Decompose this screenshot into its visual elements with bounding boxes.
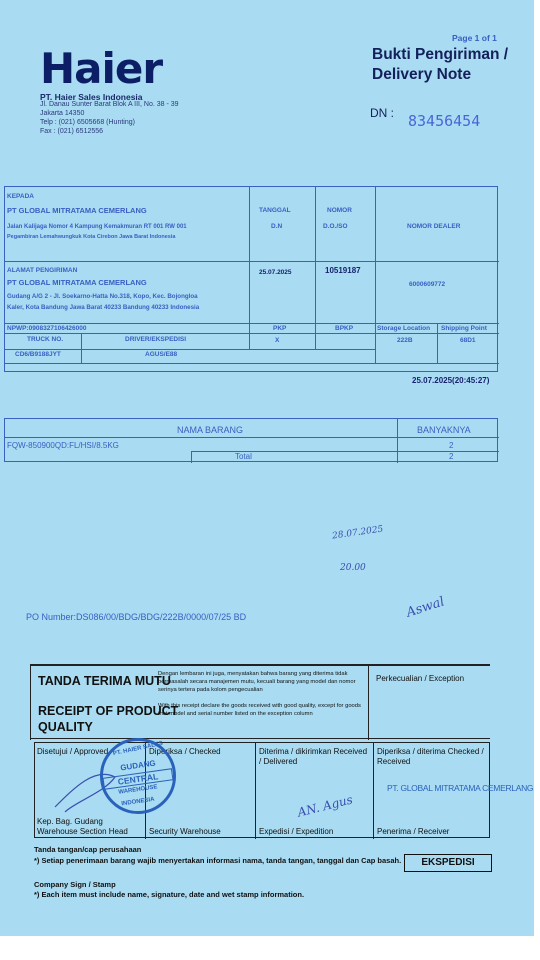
storage-value: 222B — [397, 337, 413, 344]
truck-value: CD6/B9188JYT — [15, 351, 61, 358]
footer-sign-en: Company Sign / Stamp — [34, 880, 116, 889]
kepada-name: PT GLOBAL MITRATAMA CEMERLANG — [7, 206, 147, 215]
doc-title-id: Bukti Pengiriman / — [372, 46, 509, 63]
bpkp-label: BPKP — [335, 325, 354, 332]
tanggal-sub: D.N — [271, 223, 283, 230]
driver-value: AGUS/E88 — [145, 351, 178, 358]
pkp-label: PKP — [273, 325, 287, 332]
company-name: PT. Haier Sales Indonesia — [40, 92, 143, 102]
shipping-value: 68D1 — [460, 337, 476, 344]
kepada-address-1: Jalan Kalijaga Nomor 4 Kampung Kemakmuran RT 001 RW 001 — [7, 224, 187, 230]
company-address-line: Jl. Danau Sunter Barat Blok A III, No. 38 - 39 — [40, 101, 179, 108]
quality-text-en: With this receipt declare the goods received with good quality, except for goods that model and serial number listed on the exception column — [158, 703, 361, 717]
total-qty: 2 — [449, 452, 454, 461]
alamat-name: PT GLOBAL MITRATAMA CEMERLANG — [7, 278, 147, 287]
pkp-value: X — [275, 337, 280, 344]
npwp: NPWP:0908327106426000 — [7, 325, 87, 332]
po-number: PO Number:DS086/00/BDG/BDG/222B/0000/07/25 BD — [26, 612, 247, 622]
security-label: Security Warehouse — [149, 827, 221, 836]
alamat-label: ALAMAT PENGIRIMAN — [7, 267, 78, 274]
quality-top-rule — [30, 664, 490, 666]
driver-label: DRIVER/EKSPEDISI — [125, 336, 187, 343]
footer-note-en: *) Each item must include name, signature, date and wet stamp information. — [34, 890, 305, 899]
items-table — [4, 418, 498, 462]
approved-label: Disetujui / Approved — [37, 747, 109, 756]
footer-note-id: *) Setiap penerimaan barang wajib menyertakan informasi nama, tanda tangan, tanggal dan Cap basah. — [34, 856, 402, 865]
page-number: Page 1 of 1 — [452, 33, 497, 43]
print-timestamp: 25.07.2025(20:45:27) — [412, 376, 490, 385]
kepada-address-2: Pegambiran Lemahwungkuk Kota Cirebon Jawa Barat Indonesia — [7, 234, 176, 240]
receiver-stamp: PT. GLOBAL MITRATAMA CEMERLANG — [387, 783, 534, 793]
tanggal-value: 25.07.2025 — [259, 269, 292, 276]
handwritten-time: 20.00 — [340, 563, 366, 573]
handwritten-date: 28.07.2025 — [331, 524, 384, 542]
info-table — [4, 186, 498, 372]
penerima-label: Penerima / Receiver — [377, 827, 450, 836]
total-label: Total — [235, 452, 252, 461]
head-label-1: Kep. Bag. Gudang — [37, 817, 103, 826]
company-address-line: Jakarta 14350 — [40, 110, 85, 117]
tanggal-label: TANGGAL — [259, 207, 291, 214]
doc-title-en: Delivery Note — [372, 66, 472, 83]
warehouse-stamp: PT. HAIER SALES GUDANG CENTRAL WAREHOUSE INDONESIA — [100, 738, 176, 814]
storage-label: Storage Location — [377, 325, 431, 332]
dealer-value: 6000609772 — [409, 281, 446, 288]
expedisi-label: Expedisi / Expedition — [259, 827, 334, 836]
items-name-header: NAMA BARANG — [177, 425, 244, 435]
alamat-address-1: Gudang A/G 2 - Jl. Soekarno-Hatta No.318, Kopo, Kec. Bojongloa — [7, 293, 198, 300]
quality-title-en-2: QUALITY — [38, 720, 93, 734]
footer-sign-id: Tanda tangan/cap perusahaan — [34, 845, 142, 854]
dealer-label: NOMOR DEALER — [407, 223, 461, 230]
item-qty: 2 — [449, 441, 454, 450]
dn-number: 83456454 — [408, 112, 481, 130]
checked-label: Diperiksa / Checked — [149, 747, 221, 756]
dn-label: DN : — [370, 106, 394, 120]
handwritten-signature: Aswal — [404, 594, 447, 621]
nomor-sub: D.O./SO — [323, 223, 348, 230]
company-phone: Telp : (021) 6505668 (Hunting) — [40, 119, 135, 126]
shipping-label: Shipping Point — [441, 325, 487, 332]
exception-label: Perkecualian / Exception — [376, 674, 465, 683]
nomor-value: 10519187 — [325, 266, 361, 275]
item-name: FQW-850900QD:FL/HSI/8.5KG — [7, 441, 119, 450]
quality-title-en-1: RECEIPT OF PRODUCT — [38, 704, 179, 718]
truck-label: TRUCK NO. — [27, 336, 64, 343]
delivered-label: Diterima / dikirimkan Received / Delivered — [259, 747, 368, 766]
ekspedisi-box: EKSPEDISI — [404, 854, 492, 872]
expedisi-signature: AN. Agus — [296, 792, 355, 820]
kepada-label: KEPADA — [7, 193, 34, 200]
quality-title-id: TANDA TERIMA MUTU — [38, 674, 171, 688]
alamat-address-2: Kaler, Kota Bandung Jawa Barat 40233 Bandung 40233 Indonesia — [7, 304, 200, 311]
company-fax: Fax : (021) 6512556 — [40, 128, 104, 135]
nomor-label: NOMOR — [327, 207, 352, 214]
head-label-2: Warehouse Section Head — [37, 827, 128, 836]
quality-text-id: Dengan lembaran ini juga, menyatakan bahwa barang yang diterima tidak bermasalah secara manajemen mutu, kecuali barang yang model dan nomor serinya tertera pada kolom pengecualian — [158, 671, 356, 693]
items-qty-header: BANYAKNYA — [417, 425, 471, 435]
received-label: Diperiksa / diterima Checked / Received — [377, 747, 484, 766]
haier-logo: Haier — [40, 44, 163, 93]
